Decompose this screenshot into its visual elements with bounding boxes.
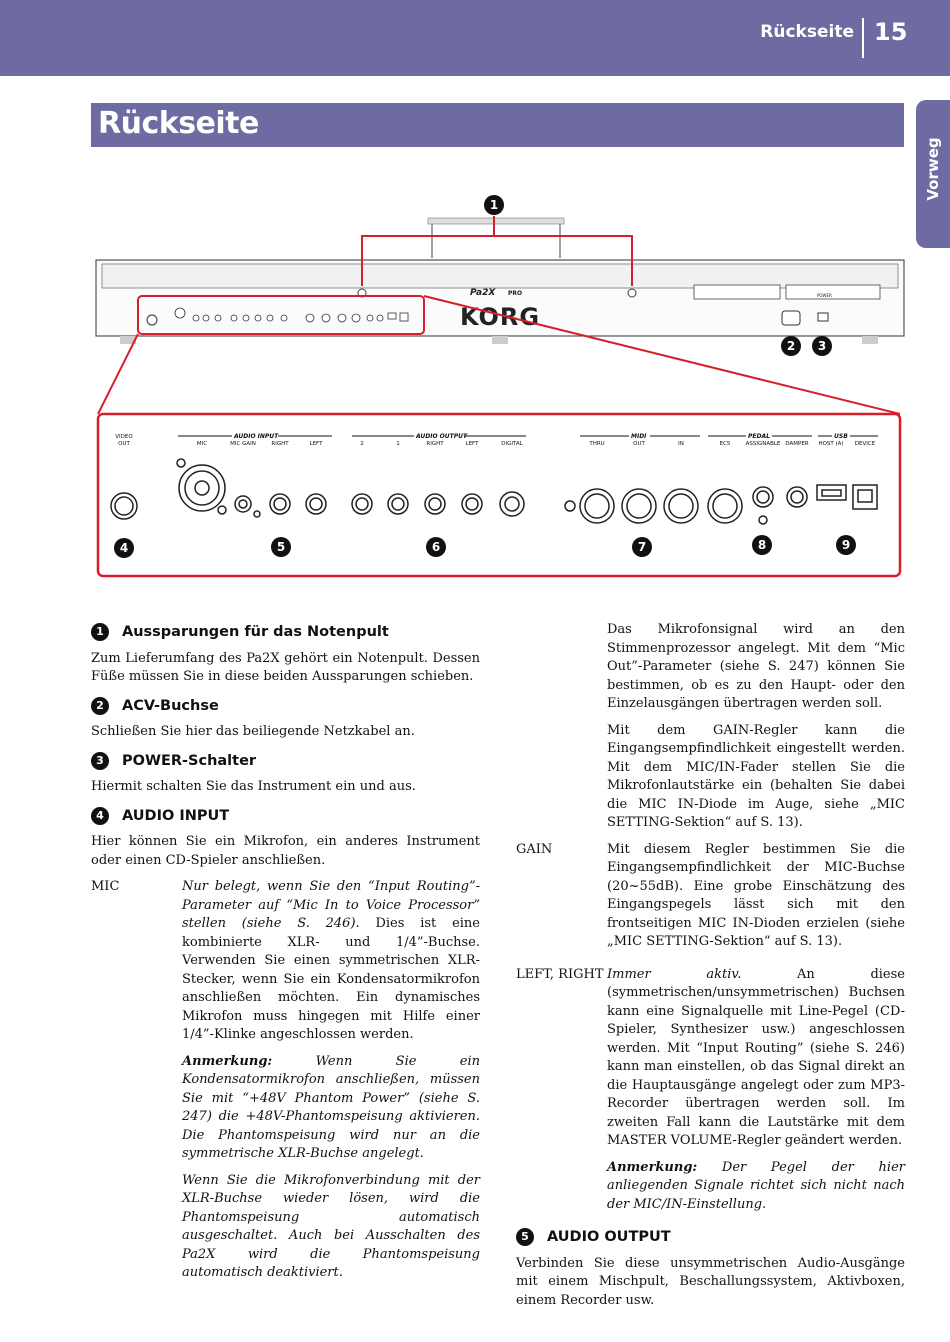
callout-number: 9 [841, 538, 851, 552]
section-heading [91, 623, 480, 642]
section-title: AUDIO OUTPUT [547, 1229, 671, 1245]
group-label-midi: MIDI [631, 433, 647, 440]
header-divider [862, 18, 864, 58]
section-text: Hier können Sie ein Mikrofon, ein anderes Instrument oder einen CD-Spieler anschließen. [91, 834, 480, 868]
jack-label: OUT [118, 441, 130, 447]
definition-term: GAIN [516, 841, 553, 857]
section-text: Zum Lieferumfang des Pa2X gehört ein Notenpult. Dessen Füße müssen Sie in diese beiden Aussparungen schieben. [91, 650, 480, 684]
note-text: Wenn Sie ein Kondensatormikrofon anschließen, müssen Sie mit “+48V Phantom Power” (siehe S. 247) die +48V-Phantomspeisung aktivieren. Die Phantomspeisung wird nur an die symmetrische XLR-Buchse angelegt. [182, 1053, 480, 1161]
note-label: Anmerkung: [182, 1053, 273, 1069]
definition-text: Dies ist eine kombinierte XLR- und 1/4”-Buchse. Verwenden Sie einen symmetrischen XLR-Stecker, wenn Sie ein Kondensatormikrofon anschließen möchten. Ein dynamisches Mikrofon muss hingegen mit Hilfe einer 1/4”-Klinke angeschlossen werden. [182, 916, 481, 1042]
model-logo: Pa2X [470, 288, 496, 298]
jack-label: HOST (A) [818, 441, 844, 447]
jack-label: RIGHT [271, 441, 289, 447]
page-number: 15 [874, 18, 908, 46]
section-text: Verbinden Sie diese unsymmetrischen Audio-Ausgänge mit einem Mischpult, Beschallungssystem, Aktivboxen, einem Recorder usw. [516, 1255, 905, 1308]
jack-label: LEFT [309, 441, 323, 447]
definition-text: Mit diesem Regler bestimmen Sie die Eingangsempfindlichkeit der MIC-Buchse (20~55dB). Eine grobe Einschätzung des Eingangspegels lässt sich mit den frontseitigen MIC IN-Dioden erzielen (siehe „MIC SETTING-Sektion“ auf S. 13). [607, 841, 905, 949]
section-heading [91, 697, 480, 716]
jack-label: EC5 [719, 441, 731, 447]
definition-left-right [516, 966, 905, 1223]
section-heading [516, 1228, 905, 1247]
definition-gain [516, 841, 905, 960]
note-label: Anmerkung: [607, 1159, 698, 1175]
section-title: Aussparungen für das Notenpult [122, 624, 389, 640]
group-label-usb: USB [834, 433, 848, 440]
jack-label: ASSIGNABLE [745, 441, 781, 447]
header-section-title: Rückseite [760, 22, 854, 42]
definition-mic [91, 878, 480, 1291]
callout-number: 2 [786, 339, 796, 353]
group-label-audio-input: AUDIO INPUT [234, 433, 279, 440]
page-header [0, 0, 950, 76]
jack-label: 2 [360, 441, 364, 447]
definition-term: MIC [91, 879, 120, 894]
jack-label: 1 [396, 441, 400, 447]
group-label-pedal: PEDAL [748, 433, 770, 440]
section-number: 4 [91, 807, 109, 825]
jack-label: DAMPER [785, 441, 809, 447]
section-number: 2 [91, 697, 109, 715]
definition-term: LEFT, RIGHT [516, 966, 604, 982]
jack-label: MIC GAIN [230, 441, 256, 447]
definition-body [182, 878, 480, 1291]
definition-text: An diese (symmetrischen/unsymmetrischen) Buchsen kann eine Signalquelle mit Line-Pegel (CD-Spieler, Synthesizer usw.) angeschlossen werden. Mit “Input Routing” (siehe S. 246) kann man einstellen, ob das Signal direkt an die Hauptausgänge angelegt oder zum MP3-Recorder übertragen werden soll. Im zweiten Fall kann die Lautstärke mit dem MASTER VOLUME-Regler geändert werden. [607, 966, 905, 1148]
left-column [91, 623, 480, 1297]
jack-label: DIGITAL [501, 441, 523, 447]
jack-label: OUT [633, 441, 645, 447]
section-number: 1 [91, 623, 109, 641]
section-title: ACV-Buchse [122, 697, 219, 714]
jack-label: DEVICE [854, 441, 876, 447]
callout-number: 7 [637, 540, 647, 554]
section-title: AUDIO INPUT [122, 807, 230, 824]
group-label-audio-output: AUDIO OUTPUT [416, 433, 468, 440]
right-column [516, 621, 905, 1318]
jack-label: THRU [589, 441, 605, 447]
section-number: 3 [91, 752, 109, 770]
section-heading [91, 752, 480, 771]
pro-logo: PRO [508, 290, 523, 297]
callout-number: 8 [757, 538, 767, 552]
definition-italic: Immer aktiv. [607, 966, 742, 982]
page-title: Rückseite [98, 106, 259, 141]
section-title: POWER-Schalter [122, 752, 257, 769]
callout-number: 3 [817, 339, 827, 353]
paragraph: Mit dem GAIN-Regler kann die Eingangsempfindlichkeit eingestellt werden. Mit dem MIC/IN-Fader stellen Sie die Mikrofonlautstärke ein (behalten Sie dabei die MIC IN-Diode im Auge, siehe „MIC SETTING-Sektion“ auf S. 13). [607, 722, 905, 830]
paragraph: Das Mikrofonsignal wird an den Stimmenprozessor angelegt. Mit dem “Mic Out”-Parameter (siehe S. 247) können Sie bestimmen, ob es zu den Haupt- oder den Einzelausgängen übertragen werden soll. [607, 622, 905, 711]
callout-number: 6 [431, 540, 441, 554]
chapter-tab-label: Vorweg [924, 137, 942, 201]
note-text: Der Pegel der hier anliegenden Signale richtet sich nicht nach der MIC/IN-Einstellung. [607, 1159, 905, 1212]
jack-label: MIC [196, 441, 208, 447]
section-text: Hiermit schalten Sie das Instrument ein und aus. [91, 779, 416, 794]
page-title-bar [91, 103, 904, 147]
definition-italic: Nur belegt, wenn Sie den “Input Routing”-Parameter auf “Mic In to Voice Processor” stellen (siehe S. 246). [182, 879, 480, 931]
jack-label: IN [678, 441, 684, 447]
callout-number: 5 [276, 540, 286, 554]
rear-panel-figure [0, 190, 950, 590]
jack-label: LEFT [465, 441, 479, 447]
callout-number: 4 [119, 541, 129, 555]
section-heading [91, 807, 480, 826]
note-text: Wenn Sie die Mikrofonverbindung mit der XLR-Buchse wieder lösen, wird die Phantomspeisung automatisch ausgeschaltet. Auch bei Ausschalten des Pa2X wird die Phantomspeisung automatisch deaktiviert. [182, 1172, 480, 1280]
power-marking: POWER [817, 293, 832, 298]
section-text: Schließen Sie hier das beiliegende Netzkabel an. [91, 724, 415, 739]
section-number: 5 [516, 1228, 534, 1246]
callout-number: 1 [489, 198, 499, 212]
brand-logo: KORG [460, 303, 541, 331]
jack-label: VIDEO [115, 434, 133, 440]
jack-label: RIGHT [426, 441, 444, 447]
definition-body [607, 966, 905, 1223]
